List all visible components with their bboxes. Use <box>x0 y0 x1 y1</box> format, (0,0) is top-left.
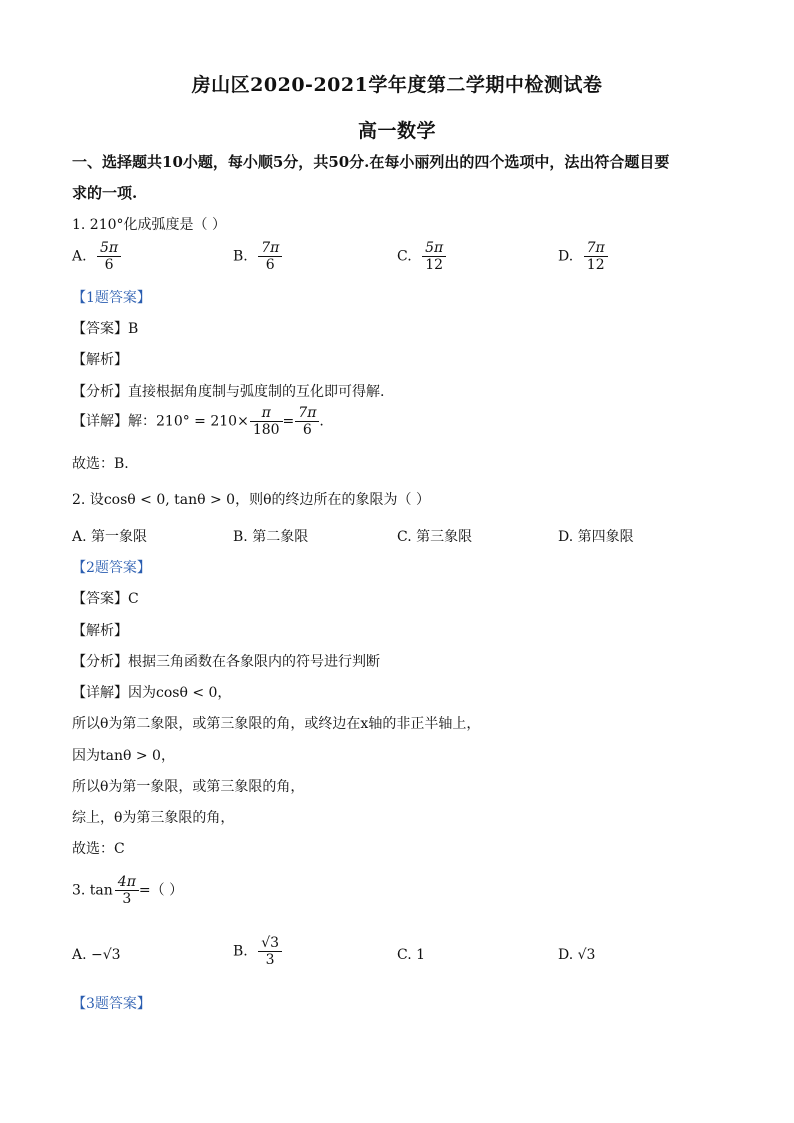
q3-stem-prefix: 3. tan <box>72 882 113 899</box>
q1-option-d-num: 7π <box>584 240 608 257</box>
q1-option-a <box>72 240 121 273</box>
q3-option-d <box>558 947 595 963</box>
q3-option-a-value: −√3 <box>91 947 121 963</box>
q1-option-a-den: 6 <box>104 257 114 273</box>
q3-option-a <box>72 947 121 963</box>
q3-stem-den: 3 <box>122 891 132 907</box>
q1-detail-end: . <box>319 413 324 430</box>
q1-option-c <box>397 240 446 273</box>
q3-answer-tag: 【3题答案】 <box>72 996 151 1012</box>
q1-option-d-letter: D. <box>558 248 574 265</box>
q3-stem-fraction <box>115 874 139 907</box>
q2-fenxi-label: 【分析】 <box>72 654 128 670</box>
q2-detail-5: 综上，θ为第三象限的角， <box>72 810 235 826</box>
q2-option-d: D. 第四象限 <box>558 529 634 545</box>
q2-detail-3: 因为tanθ > 0， <box>72 748 175 764</box>
q1-option-b-den: 6 <box>265 257 275 273</box>
q3-stem <box>72 874 183 907</box>
q1-answer <box>72 318 138 338</box>
q1-stem: 1. 210°化成弧度是（ ） <box>72 217 226 233</box>
q1-detail-frac2-den: 6 <box>302 422 312 438</box>
q2-fenxi-text: 根据三角函数在各象限内的符号进行判断 <box>128 654 380 670</box>
q2-answer-label: 【答案】 <box>72 591 128 607</box>
q3-stem-num: 4π <box>115 874 139 891</box>
q1-fenxi-text: 直接根据角度制与弧度制的互化即可得解. <box>128 384 385 400</box>
q1-answer-value: B <box>128 321 139 337</box>
q1-analysis-tag: 【解析】 <box>72 352 128 368</box>
q1-option-d-fraction <box>584 240 608 273</box>
q2-option-c: C. 第三象限 <box>397 529 473 545</box>
q2-option-a: A. 第一象限 <box>72 529 148 545</box>
q2-stem-suffix: ，则θ的终边所在的象限为（ ） <box>235 492 430 508</box>
q1-option-a-letter: A. <box>72 248 87 265</box>
q2-detail-2: 所以θ为第二象限，或第三象限的角，或终边在x轴的非正半轴上， <box>72 716 481 732</box>
q1-option-d <box>558 240 608 273</box>
q3-option-c: C. 1 <box>397 947 426 963</box>
q2-stem-prefix: 2. 设 <box>72 492 104 508</box>
exam-subtitle: 高一数学 <box>357 120 436 142</box>
q1-detail-frac1-den: 180 <box>252 422 280 438</box>
q1-fenxi-label: 【分析】 <box>72 384 128 400</box>
q2-answer-value: C <box>128 591 139 607</box>
q1-detail-frac2 <box>295 405 319 438</box>
q3-option-d-letter: D. <box>558 947 574 963</box>
q1-option-a-num: 5π <box>97 240 121 257</box>
q3-option-b-fraction <box>258 935 282 968</box>
q2-answer <box>72 588 139 608</box>
q1-option-a-fraction <box>97 240 121 273</box>
q3-option-a-letter: A. <box>72 947 87 963</box>
q1-detail-frac1 <box>250 405 283 438</box>
q2-detail-label: 【详解】 <box>72 685 128 701</box>
q3-option-d-value: √3 <box>577 947 596 963</box>
q2-analysis-tag: 【解析】 <box>72 623 128 639</box>
q1-option-b-letter: B. <box>233 248 248 265</box>
q1-option-b-fraction <box>258 240 282 273</box>
q1-option-c-letter: C. <box>397 248 412 265</box>
q1-detail-label: 【详解】 <box>72 413 128 430</box>
q3-option-b <box>233 935 282 968</box>
q1-fenxi <box>72 381 384 401</box>
q1-detail-eq: = <box>282 413 295 430</box>
q2-fenxi <box>72 651 380 671</box>
q3-option-b-num: √3 <box>258 935 282 952</box>
q1-detail <box>72 405 324 438</box>
section-heading-line-1: 一、选择题共10小题，每小顺5分，共50分.在每小丽列出的四个选项中，法出符合题目要 <box>72 153 670 171</box>
q2-detail-1-text: 因为cosθ < 0， <box>128 685 232 701</box>
section-heading-line-2: 求的一项. <box>72 184 138 202</box>
q3-stem-suffix: =（ ） <box>138 882 184 899</box>
q2-conclusion: 故选：C <box>72 841 125 857</box>
q1-detail-frac1-num: π <box>250 405 283 422</box>
q1-answer-label: 【答案】 <box>72 321 128 337</box>
q1-option-c-den: 12 <box>425 257 444 273</box>
q2-stem <box>72 489 430 509</box>
q1-detail-frac2-num: 7π <box>295 405 319 422</box>
q1-option-b <box>233 240 282 273</box>
q2-option-b: B. 第二象限 <box>233 529 309 545</box>
q1-option-c-fraction <box>422 240 446 273</box>
exam-title: 房山区2020-2021学年度第二学期中检测试卷 <box>191 74 603 96</box>
q1-conclusion: 故选：B. <box>72 456 129 472</box>
q1-option-d-den: 12 <box>586 257 605 273</box>
q3-option-b-den: 3 <box>265 952 275 968</box>
q1-option-c-num: 5π <box>422 240 446 257</box>
q2-detail-1 <box>72 682 231 702</box>
q1-answer-tag: 【1题答案】 <box>72 290 151 306</box>
q2-answer-tag: 【2题答案】 <box>72 560 151 576</box>
q3-option-b-letter: B. <box>233 943 248 960</box>
q2-stem-math: cosθ < 0, tanθ > 0 <box>103 492 236 508</box>
q1-option-b-num: 7π <box>258 240 282 257</box>
q2-detail-4: 所以θ为第一象限，或第三象限的角， <box>72 779 305 795</box>
q1-detail-prefix: 解：210° = 210× <box>128 413 249 430</box>
